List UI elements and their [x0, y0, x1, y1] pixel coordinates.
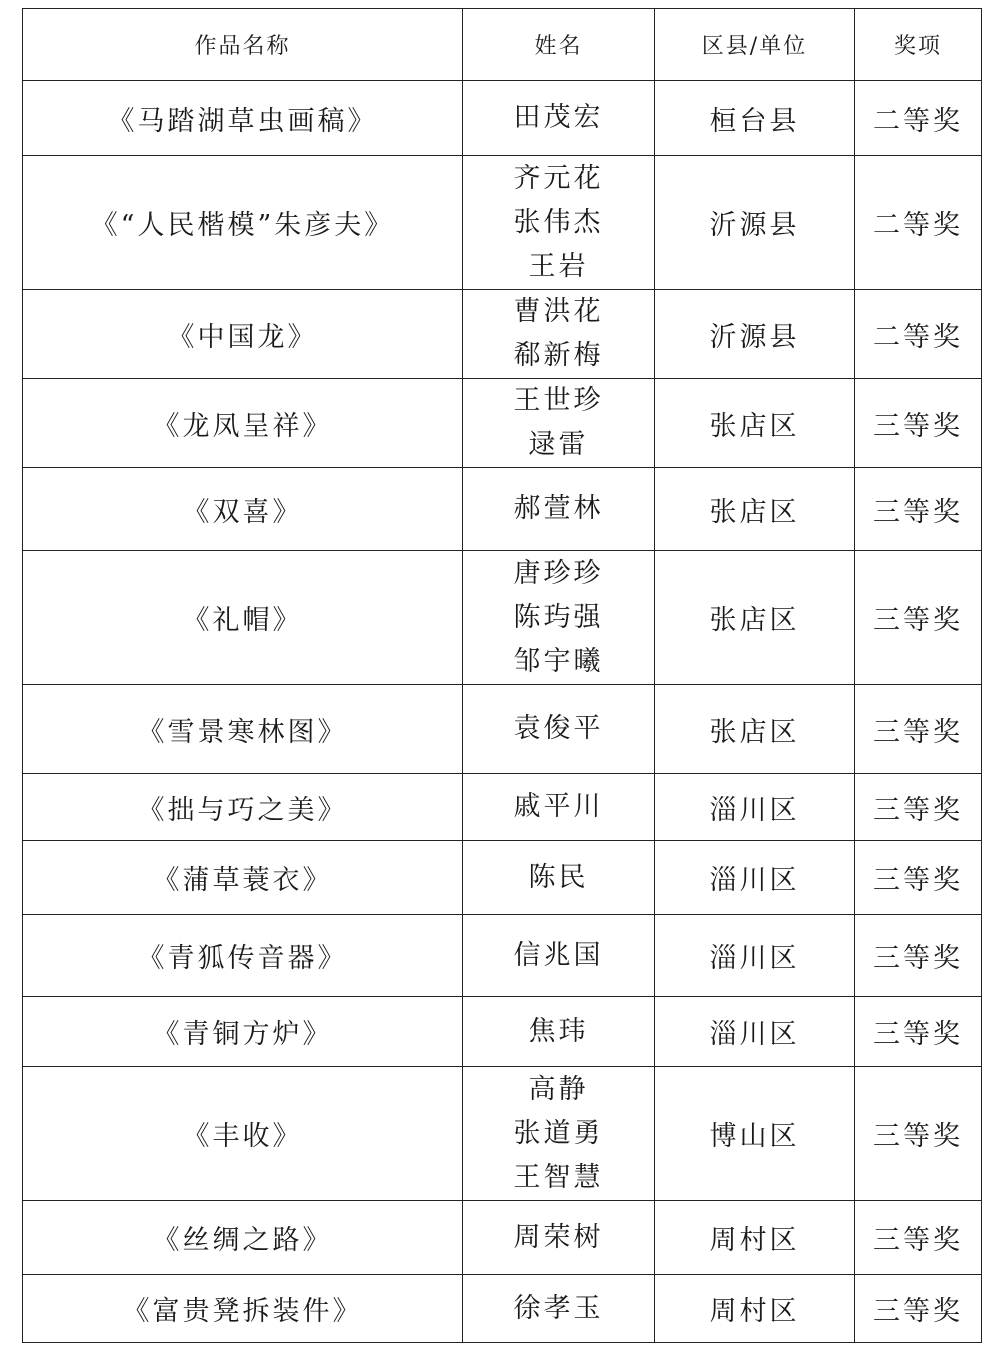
header-name: 姓名 [463, 9, 655, 81]
work-title-cell: 《“人民楷模”朱彦夫》 [23, 156, 463, 290]
award-cell: 三等奖 [855, 1067, 982, 1201]
district-cell: 周村区 [655, 1275, 855, 1343]
person-name: 信兆国 [513, 939, 604, 971]
work-title-cell: 《丝绸之路》 [23, 1201, 463, 1275]
work-title-cell: 《富贵凳拆装件》 [23, 1275, 463, 1343]
person-name: 周荣树 [513, 1221, 604, 1253]
award-cell: 三等奖 [855, 379, 982, 468]
person-name: 逯雷 [528, 429, 589, 460]
names-cell [463, 156, 655, 290]
work-title-cell: 《中国龙》 [23, 290, 463, 379]
work-title-cell: 《龙凤呈祥》 [23, 379, 463, 468]
names-cell [463, 1275, 655, 1343]
district-cell: 张店区 [655, 468, 855, 551]
person-name: 郝萱林 [513, 493, 604, 524]
district-cell: 张店区 [655, 685, 855, 774]
table-row [23, 774, 982, 841]
person-name: 陈民 [528, 861, 589, 893]
award-cell: 二等奖 [855, 290, 982, 379]
work-title-cell: 《青铜方炉》 [23, 997, 463, 1067]
district-cell: 张店区 [655, 379, 855, 468]
table-row [23, 468, 982, 551]
header-row [23, 9, 982, 81]
table-row [23, 1067, 982, 1201]
person-name: 王智慧 [513, 1161, 604, 1193]
district-cell: 桓台县 [655, 81, 855, 156]
district-cell: 淄川区 [655, 915, 855, 997]
names-cell [463, 290, 655, 379]
work-title-cell: 《礼帽》 [23, 551, 463, 685]
person-name: 焦玮 [528, 1015, 589, 1047]
person-name: 王世珍 [513, 385, 604, 416]
person-name: 张伟杰 [513, 206, 604, 238]
person-name: 曹洪花 [513, 296, 604, 327]
district-cell: 淄川区 [655, 841, 855, 915]
person-name: 戚平川 [513, 791, 604, 822]
names-cell [463, 774, 655, 841]
table-row [23, 1201, 982, 1275]
person-name: 田茂宏 [513, 102, 604, 133]
header-award: 奖项 [855, 9, 982, 81]
names-cell [463, 915, 655, 997]
person-name: 郗新梅 [513, 340, 604, 371]
names-cell [463, 997, 655, 1067]
award-cell: 三等奖 [855, 685, 982, 774]
person-name: 陈玙强 [513, 601, 604, 633]
person-name: 高静 [528, 1073, 589, 1105]
person-name: 邹宇曦 [513, 645, 604, 677]
table-row [23, 1275, 982, 1343]
header-work-title: 作品名称 [23, 9, 463, 81]
header-district: 区县/单位 [655, 9, 855, 81]
table-row [23, 156, 982, 290]
district-cell: 淄川区 [655, 774, 855, 841]
person-name: 齐元花 [513, 162, 604, 194]
person-name: 唐珍珍 [513, 557, 604, 589]
awards-table [22, 8, 982, 1343]
award-cell: 三等奖 [855, 774, 982, 841]
table-row [23, 551, 982, 685]
district-cell: 沂源县 [655, 290, 855, 379]
work-title-cell: 《丰收》 [23, 1067, 463, 1201]
names-cell [463, 685, 655, 774]
table-row [23, 379, 982, 468]
table-row [23, 997, 982, 1067]
table-row [23, 81, 982, 156]
work-title-cell: 《马踏湖草虫画稿》 [23, 81, 463, 156]
award-cell: 三等奖 [855, 997, 982, 1067]
work-title-cell: 《蒲草蓑衣》 [23, 841, 463, 915]
district-cell: 张店区 [655, 551, 855, 685]
names-cell [463, 551, 655, 685]
names-cell [463, 1067, 655, 1201]
names-cell [463, 841, 655, 915]
names-cell [463, 379, 655, 468]
person-name: 王岩 [528, 250, 589, 282]
district-cell: 周村区 [655, 1201, 855, 1275]
award-cell: 三等奖 [855, 551, 982, 685]
names-cell [463, 81, 655, 156]
award-cell: 三等奖 [855, 1201, 982, 1275]
table-row [23, 685, 982, 774]
district-cell: 博山区 [655, 1067, 855, 1201]
names-cell [463, 468, 655, 551]
award-cell: 三等奖 [855, 841, 982, 915]
person-name: 张道勇 [513, 1117, 604, 1149]
table-row [23, 290, 982, 379]
person-name: 徐孝玉 [513, 1292, 604, 1324]
district-cell: 淄川区 [655, 997, 855, 1067]
award-cell: 二等奖 [855, 156, 982, 290]
work-title-cell: 《双喜》 [23, 468, 463, 551]
award-cell: 三等奖 [855, 468, 982, 551]
table-row [23, 841, 982, 915]
district-cell: 沂源县 [655, 156, 855, 290]
award-cell: 三等奖 [855, 1275, 982, 1343]
award-cell: 三等奖 [855, 915, 982, 997]
work-title-cell: 《雪景寒林图》 [23, 685, 463, 774]
person-name: 袁俊平 [513, 713, 604, 744]
work-title-cell: 《青狐传音器》 [23, 915, 463, 997]
names-cell [463, 1201, 655, 1275]
award-cell: 二等奖 [855, 81, 982, 156]
work-title-cell: 《拙与巧之美》 [23, 774, 463, 841]
table-row [23, 915, 982, 997]
